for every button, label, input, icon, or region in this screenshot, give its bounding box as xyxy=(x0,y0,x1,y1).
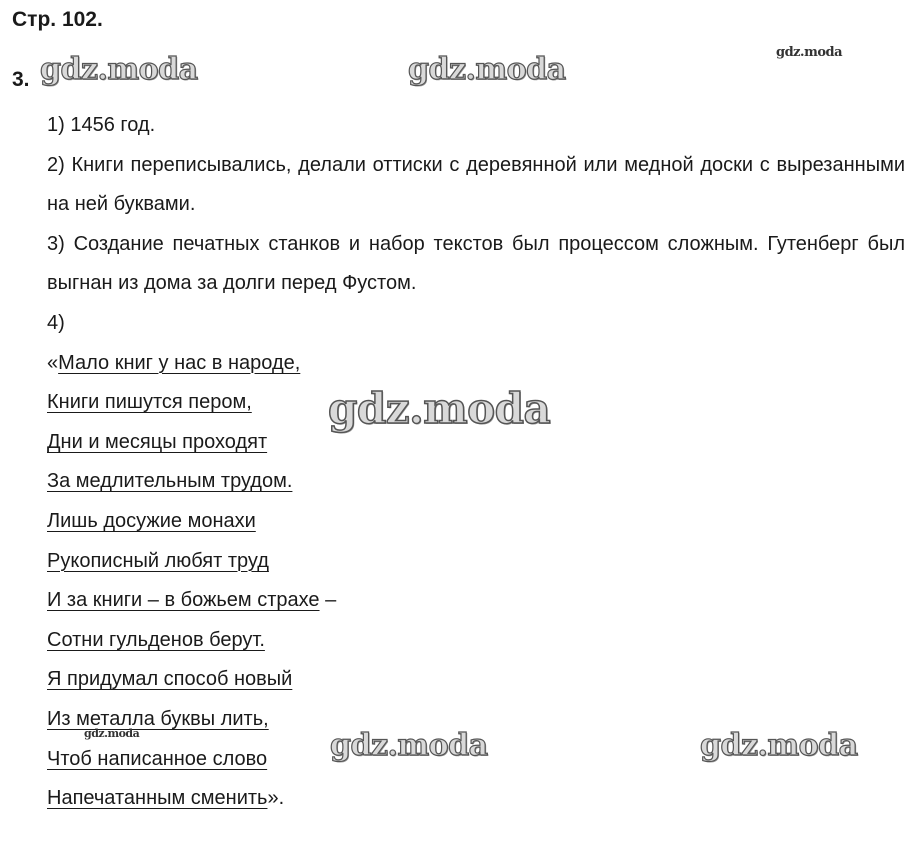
poem-line xyxy=(47,542,905,582)
watermark: gdz.moda xyxy=(84,727,140,740)
answer-1: 1) 1456 год. xyxy=(47,114,156,136)
poem-line-text: Дни и месяцы проходят xyxy=(47,430,268,453)
poem-line xyxy=(47,502,905,542)
page-title: Стр. 102. xyxy=(12,8,103,31)
watermark: gdz.moda xyxy=(40,52,198,87)
poem-line-text: И за книги – в божьем страхе xyxy=(47,589,320,612)
poem-line-text: Книги пишутся пером, xyxy=(47,391,252,414)
answer-3: 3) Создание печатных станков и набор текстов был процессом сложным. Гутенберг был выгнан из дома за долги перед Фустом. xyxy=(47,232,905,295)
answer-4: 4) xyxy=(47,311,65,334)
poem-line-text: Мало книг у нас в народе, xyxy=(58,351,301,374)
poem-line xyxy=(47,581,905,621)
poem-line xyxy=(47,779,905,819)
task-number: 3. xyxy=(12,68,30,91)
watermark: gdz.moda xyxy=(700,728,858,763)
poem-line xyxy=(47,660,905,700)
poem xyxy=(47,344,905,819)
watermark: gdz.moda xyxy=(776,45,843,60)
poem-line xyxy=(47,740,905,780)
poem-line-text: Лишь досужие монахи xyxy=(47,509,256,532)
poem-line-text: Я придумал способ новый xyxy=(47,668,293,691)
poem-line-text: За медлительным трудом. xyxy=(47,470,293,493)
poem-line xyxy=(47,700,905,740)
poem-line xyxy=(47,462,905,502)
open-quote: « xyxy=(47,351,59,374)
poem-line-text: Чтоб написанное слово xyxy=(47,747,268,770)
watermark: gdz.moda xyxy=(328,384,551,433)
close-quote: ». xyxy=(267,787,285,810)
watermark: gdz.moda xyxy=(408,52,566,87)
watermark: gdz.moda xyxy=(330,728,488,763)
answer-block xyxy=(47,106,905,819)
poem-line-text: Напечатанным сменить xyxy=(47,787,268,810)
poem-line-text: Из металла буквы лить, xyxy=(47,707,269,730)
answer-2: 2) Книги переписывались, делали оттиски с деревянной или медной доски с вырезанными на ней буквами. xyxy=(47,153,905,216)
poem-line xyxy=(47,423,905,463)
poem-line-text: Рукописный любят труд xyxy=(47,549,269,572)
dash-suffix: – xyxy=(319,589,337,612)
poem-line xyxy=(47,344,905,384)
poem-line-text: Сотни гульденов берут. xyxy=(47,628,265,651)
poem-line xyxy=(47,383,905,423)
poem-line xyxy=(47,621,905,661)
